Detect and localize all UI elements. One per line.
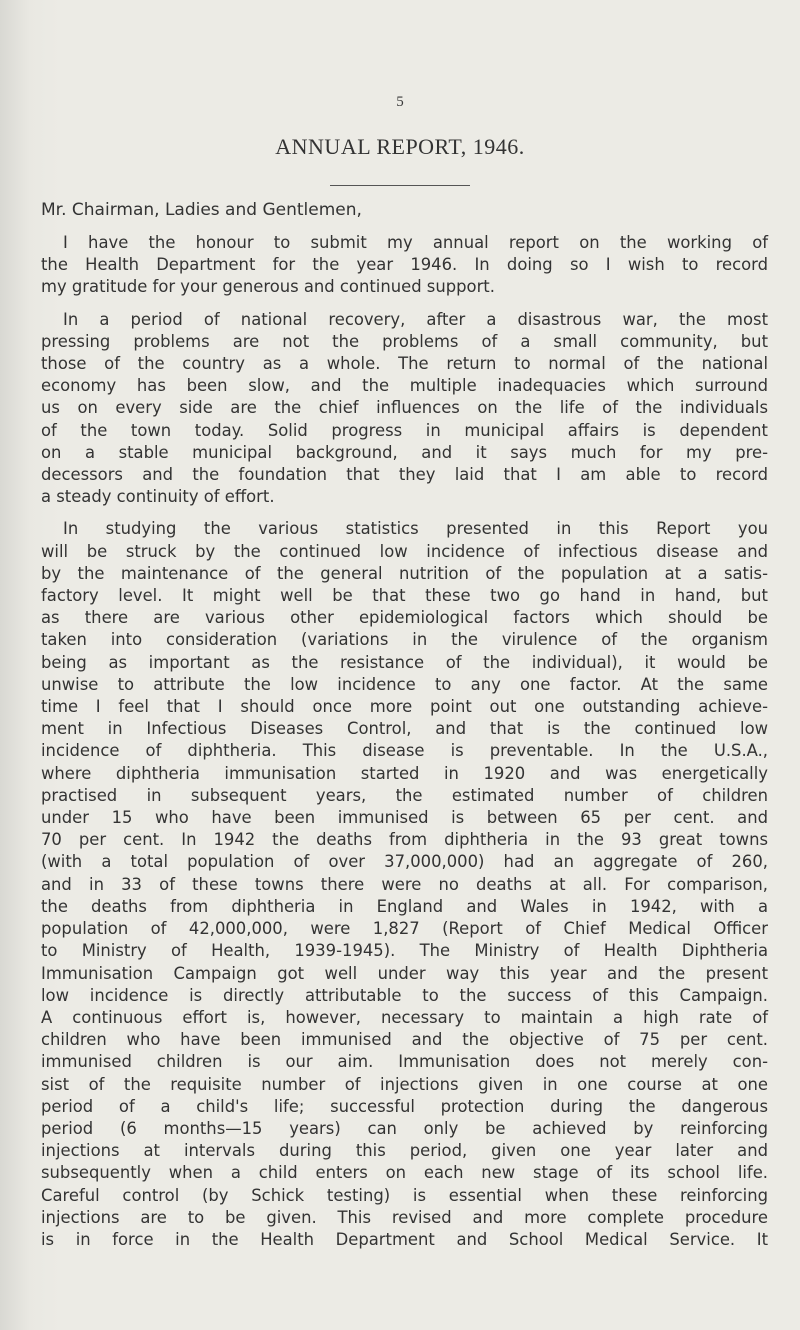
text-line: on a stable municipal background, and it says much for my pre-	[41, 442, 768, 462]
text-line: Careful control (by Schick testing) is essential when these reinforcing	[41, 1185, 768, 1205]
text-line: being as important as the resistance of the individual), it would be	[41, 652, 768, 672]
text-line: injections are to be given. This revised and more complete procedure	[41, 1207, 768, 1227]
salutation: Mr. Chairman, Ladies and Gentlemen,	[41, 200, 362, 220]
text-line: by the maintenance of the general nutrition of the population at a satis-	[41, 563, 768, 583]
title-divider	[330, 185, 470, 186]
paragraph	[41, 518, 768, 1251]
text-line: decessors and the foundation that they laid that I am able to record	[41, 465, 768, 485]
text-line: taken into consideration (variations in the virulence of the organism	[41, 630, 768, 650]
text-line: a steady continuity of effort.	[41, 487, 275, 507]
text-line: low incidence is directly attributable to the success of this Campaign.	[41, 985, 768, 1005]
text-line: population of 42,000,000, were 1,827 (Report of Chief Medical Officer	[41, 919, 768, 939]
text-line: injections at intervals during this period, given one year later and	[41, 1141, 768, 1161]
text-line: subsequently when a child enters on each new stage of its school life.	[41, 1163, 768, 1183]
text-line: In a period of national recovery, after a disastrous war, the most	[63, 309, 768, 329]
text-line: of the town today. Solid progress in municipal affairs is dependent	[41, 420, 768, 440]
text-line: my gratitude for your generous and continued support.	[41, 277, 495, 297]
text-line: those of the country as a whole. The return to normal of the national	[41, 354, 768, 374]
text-line: is in force in the Health Department and School Medical Service. It	[41, 1229, 768, 1249]
text-line: will be struck by the continued low incidence of infectious disease and	[41, 541, 768, 561]
text-line: Immunisation Campaign got well under way this year and the present	[41, 963, 768, 983]
text-line: period (6 months—15 years) can only be achieved by reinforcing	[41, 1118, 768, 1138]
text-line: A continuous effort is, however, necessary to maintain a high rate of	[41, 1007, 768, 1027]
text-line: I have the honour to submit my annual report on the working of	[63, 233, 768, 252]
text-line: children who have been immunised and the objective of 75 per cent.	[41, 1030, 768, 1050]
text-line: under 15 who have been immunised is between 65 per cent. and	[41, 808, 768, 828]
text-line: period of a child's life; successful protection during the dangerous	[41, 1096, 768, 1116]
text-line: incidence of diphtheria. This disease is preventable. In the U.S.A.,	[41, 741, 768, 761]
text-line: to Ministry of Health, 1939-1945). The Ministry of Health Diphtheria	[41, 941, 768, 961]
text-line: factory level. It might well be that these two go hand in hand, but	[41, 586, 768, 606]
paragraph	[41, 309, 768, 509]
text-line: time I feel that I should once more point out one outstanding achieve-	[41, 697, 768, 717]
text-line: the deaths from diphtheria in England and Wales in 1942, with a	[41, 896, 768, 916]
paragraph	[41, 232, 768, 299]
text-line: as there are various other epidemiological factors which should be	[41, 608, 768, 628]
text-line: 70 per cent. In 1942 the deaths from diphtheria in the 93 great towns	[41, 830, 768, 850]
report-title: ANNUAL REPORT, 1946.	[275, 134, 525, 159]
text-line: economy has been slow, and the multiple inadequacies which surround	[41, 376, 768, 396]
page-number: 5	[396, 94, 404, 110]
text-line: In studying the various statistics presented in this Report you	[63, 519, 768, 539]
text-line: the Health Department for the year 1946. In doing so I wish to record	[41, 255, 768, 275]
text-line: ment in Infectious Diseases Control, and that is the continued low	[41, 719, 768, 739]
text-line: (with a total population of over 37,000,000) had an aggregate of 260,	[41, 852, 768, 872]
text-line: unwise to attribute the low incidence to any one factor. At the same	[41, 674, 768, 694]
text-line: sist of the requisite number of injections given in one course at one	[41, 1074, 768, 1094]
text-line: where diphtheria immunisation started in 1920 and was energetically	[41, 763, 768, 783]
text-line: and in 33 of these towns there were no deaths at all. For comparison,	[41, 874, 768, 894]
text-line: pressing problems are not the problems of a small community, but	[41, 331, 768, 351]
text-line: practised in subsequent years, the estimated number of children	[41, 785, 768, 805]
report-body	[41, 232, 768, 1251]
text-line: immunised children is our aim. Immunisation does not merely con-	[41, 1052, 768, 1072]
text-line: us on every side are the chief influences on the life of the individuals	[41, 398, 768, 418]
